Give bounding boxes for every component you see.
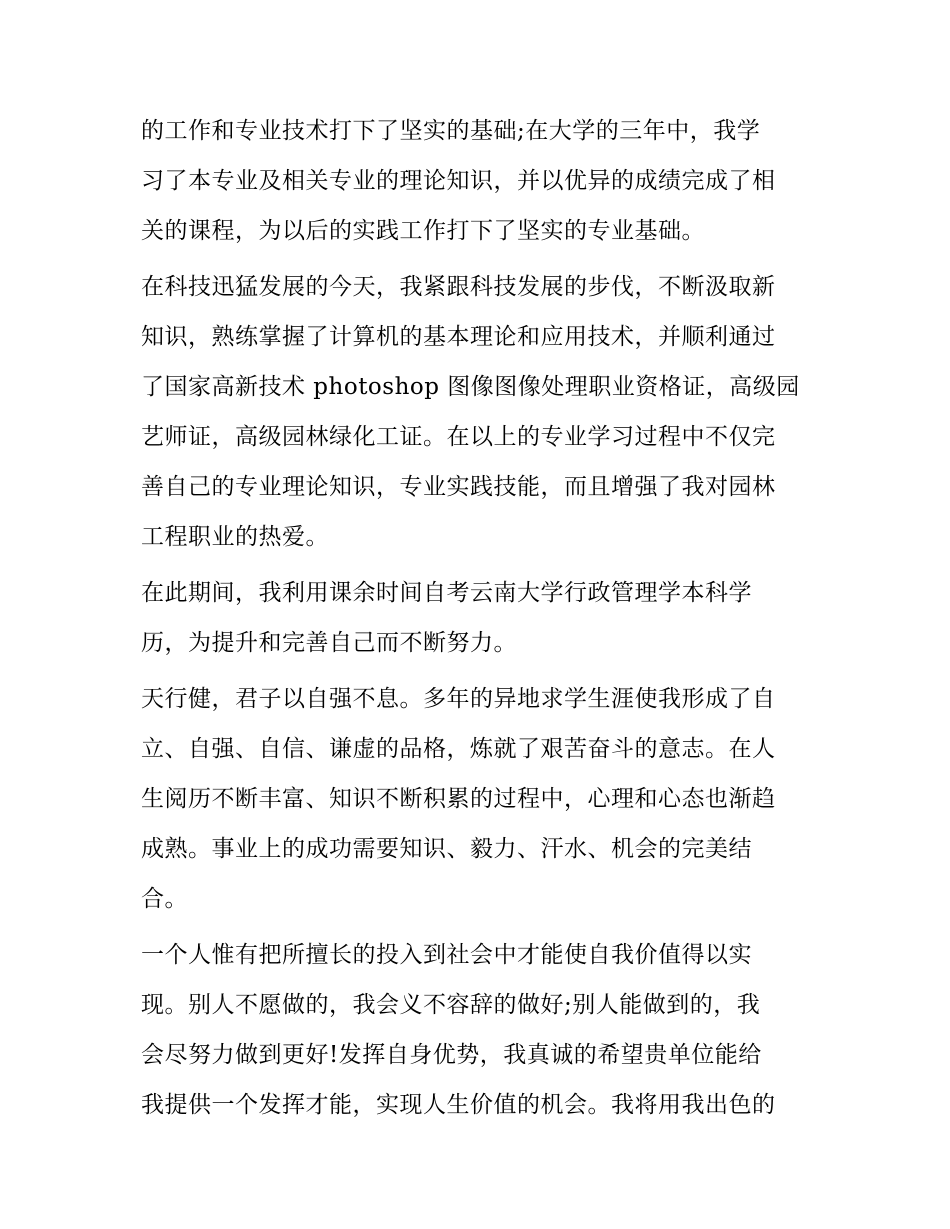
text-line: 的工作和专业技术打下了坚实的基础;在大学的三年中，我学	[141, 118, 761, 144]
text-line: 一个人惟有把所擅长的投入到社会中才能使自我价值得以实	[141, 942, 752, 968]
text-line: 立、自强、自信、谦虚的品格，炼就了艰苦奋斗的意志。在人	[141, 736, 776, 762]
paragraph-foundation	[141, 106, 821, 256]
text-line: 在科技迅猛发展的今天，我紧跟科技发展的步伐，不断汲取新	[141, 274, 776, 300]
text-line: 生阅历不断丰富、知识不断积累的过程中，心理和心态也渐趋	[141, 786, 776, 812]
text-line: 善自己的专业理论知识，专业实践技能，而且增强了我对园林	[141, 474, 776, 500]
text-line: 在此期间，我利用课余时间自考云南大学行政管理学本科学	[141, 580, 752, 606]
text-line: 工程职业的热爱。	[141, 524, 329, 550]
paragraph-character	[141, 674, 821, 924]
text-line: 天行健，君子以自强不息。多年的异地求学生涯使我形成了自	[141, 686, 776, 712]
text-line: 知识，熟练掌握了计算机的基本理论和应用技术，并顺利通过	[141, 324, 776, 350]
text-line: 了国家高新技术 photoshop 图像图像处理职业资格证，高级园	[141, 374, 800, 400]
text-line: 合。	[141, 886, 188, 912]
paragraph-technology	[141, 262, 821, 562]
text-line: 现。别人不愿做的，我会义不容辞的做好;别人能做到的，我	[141, 992, 761, 1018]
text-line: 习了本专业及相关专业的理论知识，并以优异的成绩完成了相	[141, 168, 776, 194]
text-line: 我提供一个发挥才能，实现人生价值的机会。我将用我出色的	[141, 1092, 776, 1118]
text-line: 关的课程，为以后的实践工作打下了坚实的专业基础。	[141, 218, 705, 244]
text-line: 会尽努力做到更好!发挥自身优势，我真诚的希望贵单位能给	[141, 1042, 762, 1068]
paragraph-self-study	[141, 568, 821, 668]
document-body	[141, 106, 821, 1130]
text-line: 艺师证，高级园林绿化工证。在以上的专业学习过程中不仅完	[141, 424, 776, 450]
text-line: 成熟。事业上的成功需要知识、毅力、汗水、机会的完美结	[141, 836, 752, 862]
text-line: 历，为提升和完善自己而不断努力。	[141, 630, 517, 656]
paragraph-aspiration	[141, 930, 821, 1130]
